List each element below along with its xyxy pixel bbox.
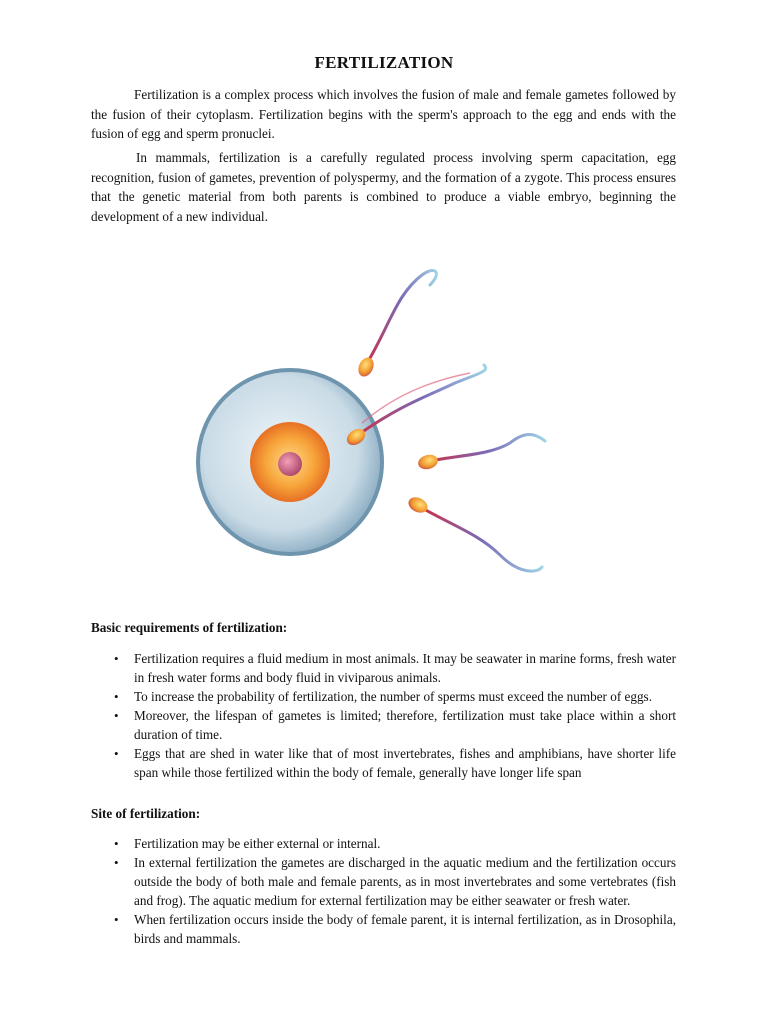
sperm-1 (355, 270, 436, 379)
list-item: • In external fertilization the gametes are discharged in the aquatic medium and the fertilization occurs outside the body of both male and female parents, as in most invertebrates and some vertebrates (fish and frog). The aquatic medium for external fertilization may be either seawater or fresh water. (114, 855, 676, 908)
bullet-icon: • (114, 746, 119, 761)
bullet-icon: • (114, 836, 119, 851)
section-heading-site: Site of fertilization: (91, 806, 201, 821)
sperm-4 (406, 494, 542, 571)
intro-paragraph-2: In mammals, fertilization is a carefully regulated process involving sperm capacitation, egg recognition, fusion of gametes, prevention of polyspermy, and the formation of a zygote. This process ensures that the genetic material from both parents is combined to produce a viable embryo, beginning the development of a new individual. (91, 150, 676, 224)
fertilization-illustration (190, 255, 580, 595)
egg-nucleolus (278, 452, 302, 476)
egg-cell (198, 370, 382, 554)
bullet-icon: • (114, 689, 119, 704)
bullet-icon: • (114, 651, 119, 666)
list-item: • Fertilization may be either external or internal. (114, 836, 381, 851)
intro-paragraph-1: Fertilization is a complex process which involves the fusion of male and female gametes followed by the fusion of their cytoplasm. Fertilization begins with the sperm's approach to the egg and ends with the fusion of egg and sperm pronuclei. (91, 87, 676, 141)
page-title: FERTILIZATION (314, 53, 454, 72)
bullet-icon: • (114, 912, 119, 927)
list-item: • When fertilization occurs inside the body of female parent, it is internal fertilization, as in Drosophila, birds and mammals. (114, 912, 676, 946)
list-item: • Moreover, the lifespan of gametes is limited; therefore, fertilization must take place within a short duration of time. (114, 708, 676, 742)
requirements-list (91, 649, 676, 782)
sperm-3 (417, 435, 545, 472)
site-list (91, 834, 676, 948)
section-heading-requirements: Basic requirements of fertilization: (91, 620, 288, 635)
list-item: • To increase the probability of fertilization, the number of sperms must exceed the number of eggs. (114, 689, 652, 704)
bullet-icon: • (114, 708, 119, 723)
list-item: • Eggs that are shed in water like that of most invertebrates, fishes and amphibians, have shorter life span while those fertilized within the body of female, generally have longer life span (114, 746, 676, 780)
bullet-icon: • (114, 855, 119, 870)
list-item: • Fertilization requires a fluid medium in most animals. It may be seawater in marine forms, fresh water in fresh water forms and body fluid in viviparous animals. (114, 651, 676, 685)
